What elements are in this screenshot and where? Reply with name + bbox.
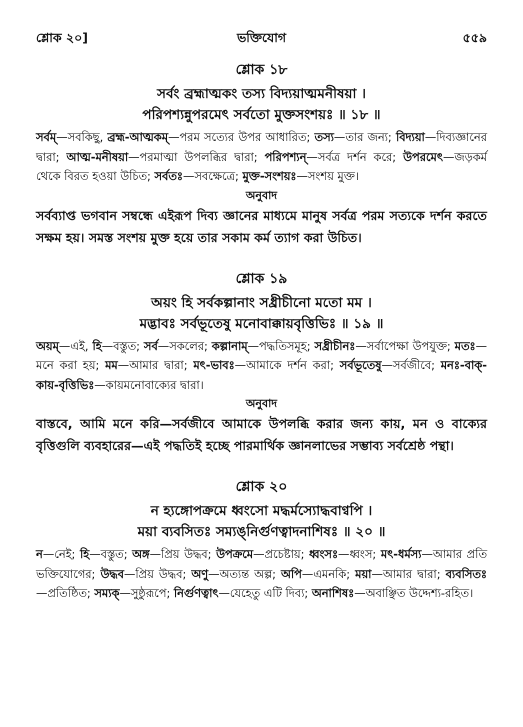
sanskrit-term: নির্গুণত্বাৎ: [173, 586, 219, 600]
sanskrit-term: ধ্বংসঃ: [309, 547, 339, 561]
term-meaning: —দিব্যজ্ঞানের দ্বারা;: [36, 130, 487, 164]
header-chapter-title: ভক্তিযোগ: [236, 30, 287, 45]
sanskrit-term: উপরমেৎ: [403, 149, 443, 164]
sanskrit-term: সর্বভূতেষু: [339, 358, 382, 372]
sanskrit-term: অঙ্গ: [132, 547, 150, 561]
running-header: [36, 30, 487, 52]
sanskrit-term: হি: [80, 547, 90, 561]
word-meanings: [36, 545, 487, 604]
sanskrit-term: ন: [36, 547, 43, 561]
sanskrit-line: ময়া ব্যবসিতঃ সম্যঙ্‌নির্গুণত্বাদনাশিষঃ ॥ ২০ ॥: [137, 524, 386, 540]
sanskrit-line: মদ্ভাবঃ সর্বভূতেষু মনোবাক্কায়বৃত্তিভিঃ ॥ ১৯ ॥: [139, 315, 384, 332]
verse-section: [36, 475, 487, 604]
term-meaning: —অত্যন্ত অল্প;: [208, 566, 281, 581]
word-meanings: [36, 128, 487, 187]
sanskrit-term: সর্বতঃ: [154, 169, 183, 183]
term-meaning: —আমাকে দর্শন করা;: [234, 358, 340, 372]
term-meaning: —সর্বত্র দর্শন করে;: [306, 149, 404, 164]
term-meaning: —মনে করা হয়;: [36, 338, 487, 372]
word-meanings: [36, 337, 487, 396]
sanskrit-term: ব্রহ্ম-আত্মকম্: [107, 130, 169, 144]
sanskrit-line: ন হ্যঙ্গোপক্রমে ধ্বংসো মদ্ধর্মস্যোদ্ধবাণ্বপি ।: [150, 503, 373, 519]
sanskrit-term: মৎ-ভাবঃ: [193, 358, 235, 372]
term-meaning: —প্রচেষ্টায়;: [253, 547, 310, 561]
term-meaning: —ধ্বংস;: [338, 547, 381, 561]
sanskrit-term: সর্বম্: [36, 130, 57, 144]
sanskrit-term: সধ্রীচীনঃ: [314, 338, 356, 353]
term-meaning: —প্রিয় উদ্ধব;: [149, 547, 217, 561]
translation-text: বাস্তবে, আমি মনে করি—সর্বজীবে আমাকে উপলব্ধি করার জন্য কায়, মন ও বাক্যের বৃত্তিগুলি ব্যবহারের—এই পদ্ধতিই হচ্ছে পারমার্থিক জ্ঞানলাভের সম্ভাব্য সর্বশ্রেষ্ঠ পন্থা।: [36, 416, 487, 453]
term-meaning: —সকলের;: [157, 338, 212, 353]
term-meaning: —সর্বজীবে;: [381, 358, 441, 372]
term-meaning: —সংশয় মুক্ত।: [296, 169, 359, 183]
term-meaning: —জড়কর্ম থেকে বিরত হওয়া উচিত;: [36, 149, 487, 183]
verse-section: [36, 58, 487, 249]
sanskrit-term: মৎ-ধর্মস্য: [380, 547, 422, 561]
term-meaning: —সুষ্ঠুরূপে;: [119, 586, 174, 600]
sanskrit-term: অনাশিষঃ: [311, 586, 355, 600]
sanskrit-term: তস্য: [314, 130, 334, 144]
term-meaning: —অবাঞ্ছিত উদ্দেশ্য-রহিত।: [354, 586, 474, 600]
sanskrit-term: মতঃ: [454, 338, 476, 353]
verse-section: [36, 267, 487, 458]
sanskrit-line: পরিপশ্যন্নুপরমেৎ সর্বতো মুক্তসংশয়ঃ ॥ ১৮ ॥: [142, 107, 381, 123]
sanskrit-term: ব্যবসিতঃ: [445, 566, 487, 581]
sanskrit-term: সম্যক্: [94, 586, 120, 600]
sanskrit-term: মুক্ত-সংশয়ঃ: [242, 169, 297, 183]
page-number: ৫৫৯: [462, 30, 487, 45]
sanskrit-line: অয়ং হি সর্বকল্পানাং সধ্রীচীনো মতো মম ।: [151, 294, 372, 311]
term-meaning: —বস্তুত;: [89, 547, 133, 561]
verse-heading: শ্লোক ২০: [235, 479, 288, 495]
term-meaning: —তার জন্য;: [333, 130, 396, 144]
verse-heading: শ্লোক ১৮: [235, 62, 288, 78]
term-meaning: —সবক্ষেত্রে;: [182, 169, 243, 183]
sanskrit-term: অয়ম্: [36, 338, 59, 353]
term-meaning: —সর্বাপেক্ষা উপযুক্ত;: [355, 338, 455, 353]
term-meaning: —এই,: [58, 338, 93, 353]
sanskrit-term: ময়া: [355, 566, 372, 581]
term-meaning: —কায়মনোবাক্যের দ্বারা।: [94, 377, 204, 392]
term-meaning: —বস্তুত;: [101, 338, 144, 353]
sanskrit-term: উপক্রমে: [216, 547, 254, 561]
term-meaning: —সবকিছু,: [56, 130, 108, 144]
sanskrit-term: অপি: [280, 566, 302, 581]
term-meaning: —এমনকি;: [301, 566, 356, 581]
sanskrit-term: আত্ম-মনীষয়া: [66, 149, 129, 164]
term-meaning: —আমার দ্বারা;: [117, 358, 194, 372]
sanskrit-term: পরিপশ্যন্: [264, 149, 307, 164]
term-meaning: —যেহেতু এটি দিব্য;: [218, 586, 312, 600]
verse-heading: শ্লোক ১৯: [235, 270, 288, 287]
term-meaning: —প্রতিষ্ঠিত;: [36, 586, 95, 600]
sanskrit-line: সর্বং ব্রহ্মাত্মকং তস্য বিদ্যয়াত্মমনীষয়া ।: [156, 86, 366, 102]
translation-heading: অনুবাদ: [245, 397, 278, 410]
sanskrit-term: সর্ব: [143, 338, 158, 353]
term-meaning: —আমার দ্বারা;: [371, 566, 446, 581]
term-meaning: —আমার প্রতি ভক্তিযোগের;: [36, 547, 487, 581]
translation-heading: অনুবাদ: [245, 188, 278, 202]
sanskrit-term: বিদ্যয়া: [395, 130, 425, 144]
header-verse-ref: শ্লোক ২০]: [36, 30, 88, 45]
sanskrit-term: কল্পানাম্: [211, 338, 248, 353]
term-meaning: —পরমাত্মা উপলব্ধির দ্বারা;: [128, 149, 265, 164]
term-meaning: —প্রিয় উদ্ধব;: [124, 566, 192, 581]
translation-text: সর্বব্যাপ্ত ভগবান সম্বন্ধে এইরূপ দিব্য জ্ঞানের মাধ্যমে মানুষ সর্বত্র পরম সত্যকে দর্শন করতে সক্ষম হয়। সমস্ত সংশয় মুক্ত হয়ে তার সকাম কর্ম ত্যাগ করা উচিত।: [36, 207, 487, 245]
term-meaning: —নেই;: [42, 547, 80, 561]
sanskrit-term: মম: [105, 358, 118, 372]
term-meaning: —পরম সত্যের উপর আধারিত;: [168, 130, 315, 144]
sanskrit-term: হি: [92, 338, 102, 353]
sanskrit-term: মনঃ-বাক্-কায়-বৃত্তিভিঃ: [36, 358, 487, 392]
term-meaning: —পদ্ধতিসমূহ;: [247, 338, 315, 353]
sanskrit-term: উদ্ধব: [100, 566, 125, 581]
sanskrit-term: অণু: [191, 566, 209, 581]
